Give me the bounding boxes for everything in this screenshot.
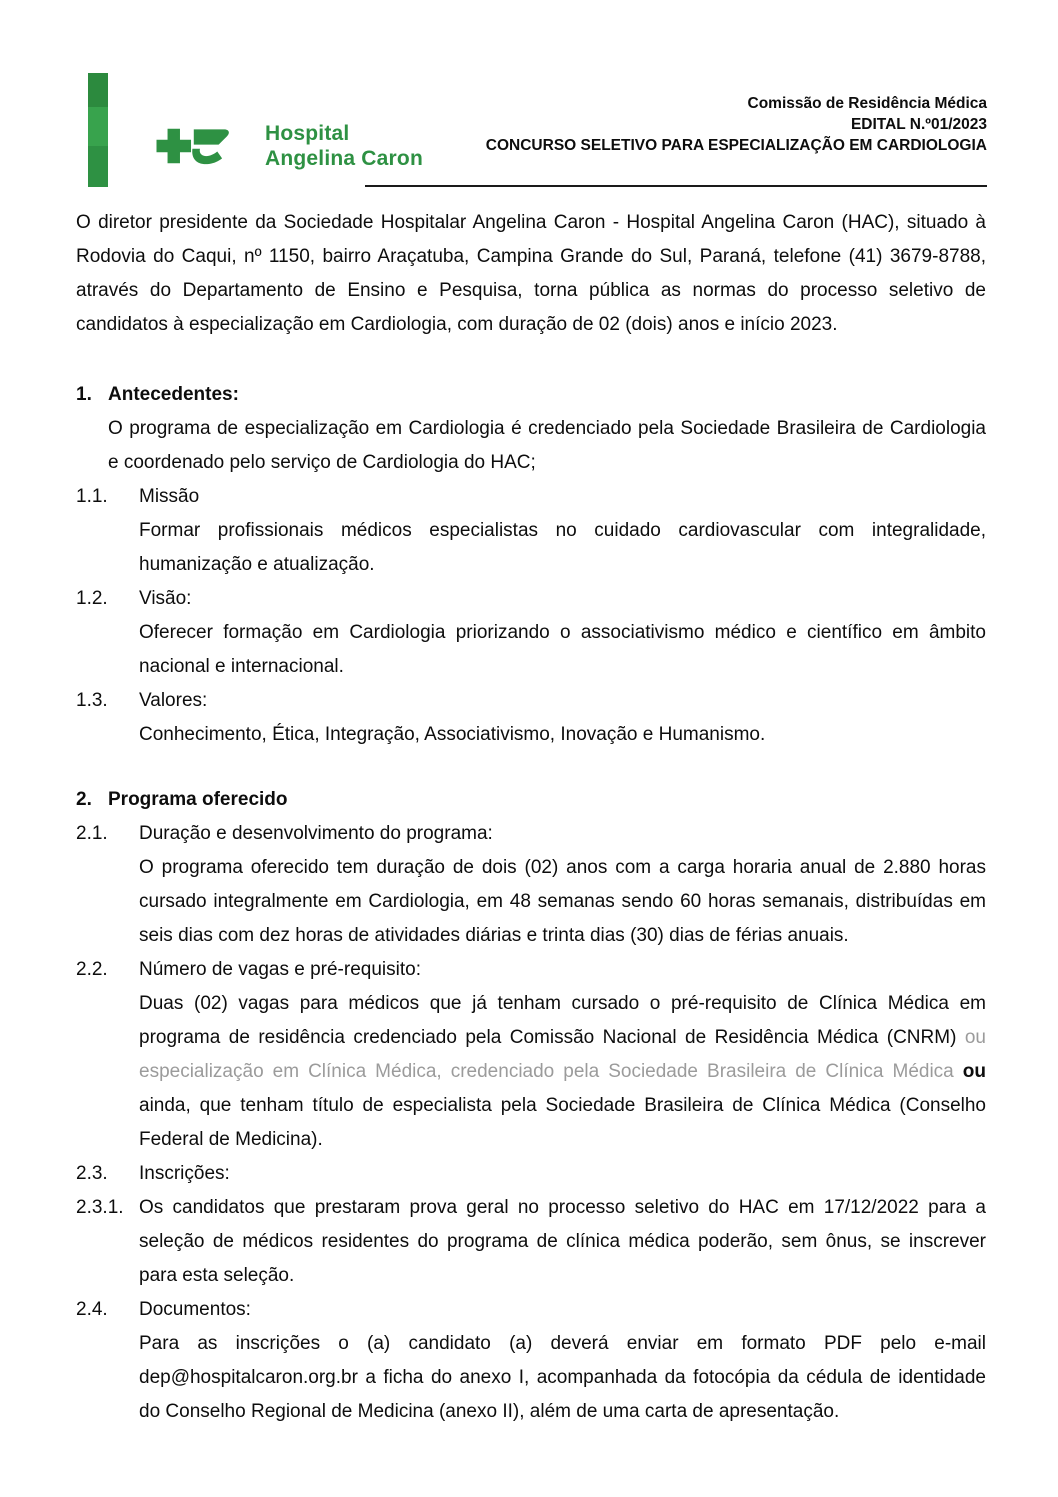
- body-segment-gray: ou especialização em Clínica Médica, credenciado pela Sociedade Brasileira de Clínica Médica: [139, 1027, 986, 1082]
- item-number: 1.2.: [76, 588, 108, 609]
- section-2-4-heading: [76, 1293, 986, 1327]
- item-number: 2.4.: [76, 1299, 108, 1320]
- section-1-2-heading: [76, 582, 986, 616]
- item-number: 1.3.: [76, 690, 108, 711]
- item-title: Documentos:: [139, 1299, 251, 1320]
- item-number: 2.3.: [76, 1163, 108, 1184]
- section-1-heading: [76, 378, 986, 412]
- body-segment-bold: ou: [962, 1061, 986, 1082]
- item-title: Missão: [139, 486, 200, 507]
- item-number: 1.1.: [76, 486, 108, 507]
- section-2-1-heading: [76, 817, 986, 851]
- hospital-name-line2: Angelina Caron: [265, 147, 423, 170]
- edital-header-meta: [486, 93, 987, 156]
- hospital-logo: [88, 73, 423, 187]
- section-1-body: O programa de especialização em Cardiologia é credenciado pela Sociedade Brasileira de Cardiologia e coordenado pelo serviço de Cardiologia do HAC;: [108, 418, 986, 473]
- hc-cross-monogram-icon: [148, 117, 252, 175]
- section-2-2-heading: [76, 953, 986, 987]
- hospital-name-line1: Hospital: [265, 122, 350, 145]
- logo-lockup: [148, 105, 423, 187]
- header-commission-line: Comissão de Residência Médica: [747, 95, 987, 112]
- section-2-4-body: Para as inscrições o (a) candidato (a) deverá enviar em formato PDF pelo e-mail dep@hospitalcaron.org.br a ficha do anexo I, acompanhada da fotocópia da cédula de identidade do Conselho Regional de Medicina (anexo II), além de uma carta de apresentação.: [139, 1333, 986, 1422]
- item-title: Inscrições:: [139, 1163, 230, 1184]
- section-1-1-heading: [76, 480, 986, 514]
- item-number: 2.3.1.: [76, 1197, 124, 1218]
- section-2-2-body: [139, 987, 986, 1157]
- item-title: Número de vagas e pré-requisito:: [139, 959, 421, 980]
- section-2-3-heading: [76, 1157, 986, 1191]
- item-title: Visão:: [139, 588, 192, 609]
- document-body: [0, 206, 1058, 1429]
- section-2-1-body: O programa oferecido tem duração de dois (02) anos com a carga horaria anual de 2.880 horas cursado integralmente em Cardiologia, em 48 semanas sendo 60 horas semanais, distribuídas em seis dias com dez horas de atividades diárias e trinta dias (30) dias de férias anuais.: [139, 857, 986, 946]
- item-title: Antecedentes:: [108, 384, 239, 405]
- item-number: 1.: [76, 384, 92, 405]
- logo-accent-bar: [88, 73, 108, 187]
- hospital-name: [265, 121, 423, 171]
- body-segment-black: ainda, que tenham título de especialista pela Sociedade Brasileira de Clínica Médica (Conselho Federal de Medicina).: [139, 1095, 986, 1150]
- item-title: Valores:: [139, 690, 208, 711]
- header-edital-number: EDITAL N.º01/2023: [850, 116, 987, 133]
- item-number: 2.1.: [76, 823, 108, 844]
- section-1-1-body: Formar profissionais médicos especialistas no cuidado cardiovascular com integralidade, humanização e atualização.: [139, 520, 986, 575]
- section-2-heading: [76, 783, 986, 817]
- header-divider: [365, 185, 987, 187]
- section-2-3-1-item: [76, 1191, 986, 1293]
- item-title: Duração e desenvolvimento do programa:: [139, 823, 493, 844]
- item-number: 2.: [76, 789, 92, 810]
- body-segment-black: Duas (02) vagas para médicos que já tenham cursado o pré-requisito de Clínica Médica em programa de residência credenciado pela Comissão Nacional de Residência Médica (CNRM): [139, 993, 986, 1048]
- item-title: Programa oferecido: [108, 789, 288, 810]
- section-1-2-body: Oferecer formação em Cardiologia priorizando o associativismo médico e científico em âmbito nacional e internacional.: [139, 622, 986, 677]
- intro-paragraph: O diretor presidente da Sociedade Hospitalar Angelina Caron - Hospital Angelina Caron (HAC), situado à Rodovia do Caqui, nº 1150, bairro Araçatuba, Campina Grande do Sul, Paraná, telefone (41) 3679-8788, através do Departamento de Ensino e Pesquisa, torna pública as normas do processo seletivo de candidatos à especialização em Cardiologia, com duração de 02 (dois) anos e início 2023.: [76, 212, 986, 335]
- section-1-3-heading: [76, 684, 986, 718]
- header-concurso-title: CONCURSO SELETIVO PARA ESPECIALIZAÇÃO EM CARDIOLOGIA: [485, 137, 987, 154]
- document-header: [0, 0, 1058, 185]
- section-1-3-body: Conhecimento, Ética, Integração, Associativismo, Inovação e Humanismo.: [139, 724, 766, 745]
- item-body: Os candidatos que prestaram prova geral no processo seletivo do HAC em 17/12/2022 para a seleção de médicos residentes do programa de clínica médica poderão, sem ônus, se inscrever para esta seleção.: [139, 1197, 986, 1286]
- item-number: 2.2.: [76, 959, 108, 980]
